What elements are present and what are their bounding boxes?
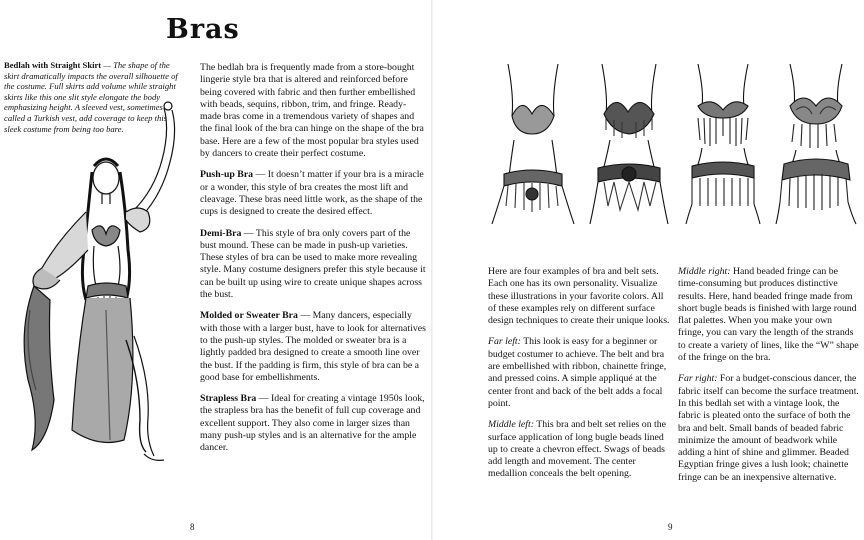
page-number: 8: [190, 522, 195, 532]
far-left-set: [492, 64, 574, 224]
section-text: — It doesn’t matter if your bra is a miracle or a wonder, this style of bra creates the most lift and cleavage. These bras need little work, as the shape of the cups is designed to create the desired effect.: [200, 169, 424, 218]
section-demi: [200, 228, 426, 302]
paragraph-lead: Middle right:: [678, 266, 731, 277]
section-term: Strapless Bra: [200, 393, 257, 405]
left-body-text: [200, 62, 426, 464]
page-number: 9: [668, 522, 673, 532]
dancer-illustration: [14, 100, 194, 470]
caption-body: — The shape of the skirt dramatically impacts the overall silhouette of the costume. Full skirts add volume while straight skirts like this one slit style elongate the body emphasizing height. A sleeved vest, sometimes called a Turkish vest, add coverage to keep this sleek costume from being too bare.: [4, 60, 178, 134]
right-col-1: [488, 266, 672, 490]
paragraph: [488, 419, 672, 480]
section-text: — This style of bra only covers part of the bust mound. These can be made in push-up varieties. These styles of bra can be used to make more revealing style. Many costume designers prefer this style because it can be built up using wire to create unique shapes across the bust.: [200, 227, 426, 301]
section-text: — Many dancers, especially with those with a larger bust, have to look for alternatives to the push-up styles. The molded or sweater bra is a lightly padded bra designed to create a smooth line over the bust. If the padding is firm, this style of bra can be a good base for embellishments.: [200, 310, 426, 383]
section-term: Demi-Bra: [200, 227, 242, 239]
page-title: Bras: [166, 14, 240, 45]
section-molded: [200, 310, 426, 384]
caption-heading: Bedlah with Straight Skirt: [4, 60, 102, 70]
paragraph: [488, 336, 672, 410]
paragraph-text: Hand beaded fringe can be time-consuming but produces distinctive results. Here, hand beaded fringe made from short bugle beads is finished with large round flat palettes. When you make your own fringe, you can vary the length of the strands to create a variety of lines, like the “W” shape of the fringe on the bra.: [678, 266, 859, 364]
right-page: [432, 0, 864, 540]
section-strapless: [200, 393, 426, 454]
far-right-set: [776, 64, 856, 224]
paragraph-lead: Middle left:: [488, 419, 534, 431]
section-term: Molded or Sweater Bra: [200, 310, 298, 322]
paragraph: [678, 266, 860, 364]
section-push-up: [200, 169, 426, 218]
paragraph-text: For a budget-conscious dancer, the fabric itself can become the surface treatment. In this bedlah set with a vintage look, the fabric is pleated onto the surface of both the bra and belt. Small bands of beaded fabric minimize the amount of beadwork while adding a hint of shine and glimmer. Beaded Egyptian fringe gives a lush look; chainette fringe can be an inexpensive alternative.: [678, 373, 859, 483]
section-text: — Ideal for creating a vintage 1950s look, the strapless bra has the benefit of full cup coverage and excellent support. They also come in larger sizes than many push-up styles and is an alternative for the ample dancer.: [200, 393, 425, 454]
middle-left-set: [590, 64, 668, 224]
middle-right-set: [686, 64, 760, 224]
paragraph: [488, 266, 672, 327]
paragraph-lead: Far right:: [678, 373, 718, 385]
paragraph-text: This bra and belt set relies on the surface application of long bugle beads lined up to create a chevron effect. Swags of beads add length and movement. The center medallion conceals the belt opening.: [488, 419, 667, 480]
paragraph-lead: Far left:: [488, 336, 521, 348]
paragraph-text: Here are four examples of bra and belt sets. Each one has its own personality. Visualize these illustrations in your favorite colors. All of these examples rely on different surface design techniques to create their unique looks.: [488, 266, 670, 327]
intro-paragraph: The bedlah bra is frequently made from a store-bought lingerie style bra that is altered and reinforced before being covered with fabric and then further embellished with beads, sequins, ribbon, trim, and fringe. Ready-made bras come in a tremendous variety of shapes and the final look of the bra can hinge on the shape of the bra base. Here are a few of the most popular bra styles used by dancers to create their perfect costume.: [200, 62, 424, 160]
paragraph-text: This look is easy for a beginner or budget costumer to achieve. The belt and bra are embellished with ribbon, chainette fringe, and pressed coins. A simple appliqué at the center front and back of the belt adds a focal point.: [488, 336, 667, 409]
section-term: Push-up Bra: [200, 169, 254, 181]
right-col-2: [678, 266, 860, 493]
bra-belt-illustrations: [488, 56, 860, 226]
paragraph: [678, 373, 860, 484]
